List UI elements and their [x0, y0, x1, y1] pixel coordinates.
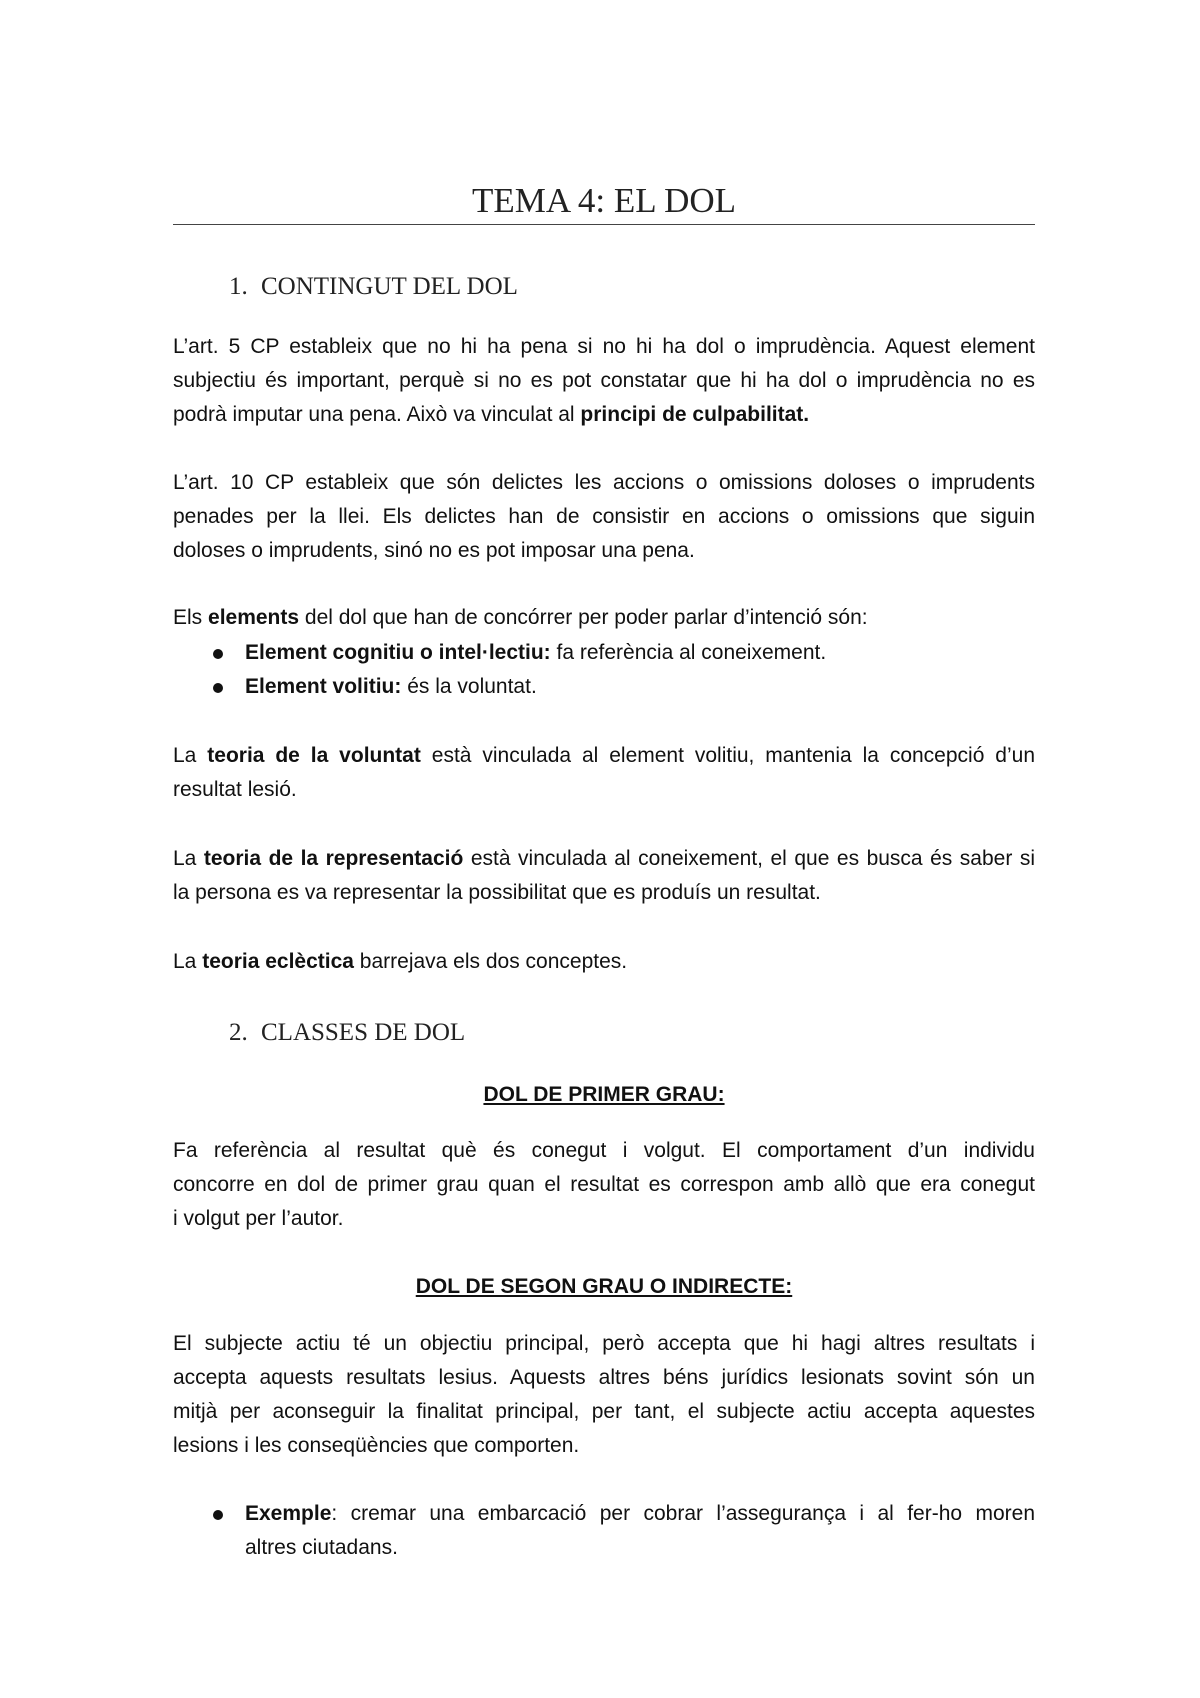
text-run: fa referència al coneixement. [550, 641, 827, 664]
paragraph-line: doloses o imprudents, sinó no es pot imposar una pena. [173, 539, 695, 562]
text-run: està vinculada al coneixement, el que es busca és saber si [463, 847, 1035, 870]
list-item [173, 1497, 1035, 1565]
paragraph-line [245, 1497, 1035, 1531]
paragraph-line: mitjà per aconseguir la finalitat principal, per tant, el subjecte actiu accepta aquestes [173, 1400, 1035, 1423]
text-run: La [173, 847, 204, 870]
section-heading-contingut [229, 270, 518, 304]
paragraph-line: altres ciutadans. [245, 1536, 398, 1559]
example-list [173, 1497, 1035, 1565]
bold-term: teoria de la representació [203, 847, 464, 870]
paragraph-line: resultat lesió. [173, 778, 297, 801]
bullet-icon [213, 683, 223, 693]
bold-term: Element volitiu: [245, 675, 402, 698]
paragraph-elements-intro [173, 601, 1035, 635]
paragraph-teoria-representacio [173, 842, 1035, 910]
paragraph-line: concorre en dol de primer grau quan el resultat es correspon amb allò que era conegut [173, 1173, 1035, 1196]
paragraph-teoria-eclectica [173, 945, 1035, 979]
paragraph-line: L’art. 5 CP estableix que no hi ha pena si no hi ha dol o imprudència. Aquest element [173, 335, 1035, 358]
subheading-segon-grau: DOL DE SEGON GRAU O INDIRECTE: [415, 1275, 793, 1298]
bullet-icon [213, 1510, 223, 1520]
section-number: 2. [229, 1019, 248, 1046]
paragraph-line [173, 739, 1035, 773]
list-item [173, 636, 1035, 670]
text-run: és la voluntat. [401, 675, 537, 698]
paragraph-teoria-voluntat [173, 739, 1035, 807]
paragraph-line [173, 945, 1035, 979]
bold-term: teoria de la voluntat [207, 744, 421, 767]
paragraph-line: accepta aquests resultats lesius. Aquests altres béns jurídics lesionats sovint són un [173, 1366, 1035, 1389]
elements-list [173, 636, 1035, 704]
paragraph-line [173, 842, 1035, 876]
paragraph-line: Fa referència al resultat què és conegut i volgut. El comportament d’un individu [173, 1139, 1035, 1162]
paragraph-line: subjectiu és important, perquè si no es pot constatar que hi ha dol o imprudència no es [173, 369, 1035, 392]
paragraph-art10 [173, 466, 1035, 568]
text-run: barrejava els dos conceptes. [353, 950, 628, 973]
bold-term: Exemple [245, 1502, 332, 1525]
paragraph-segon-grau [173, 1327, 1035, 1463]
bold-term: principi de culpabilitat. [580, 403, 810, 426]
paragraph-line: i volgut per l’autor. [173, 1207, 344, 1230]
title-divider [173, 224, 1035, 225]
paragraph-line: El subjecte actiu té un objectiu principal, però accepta que hi hagi altres resultats i [173, 1332, 1035, 1355]
bold-term: teoria eclèctica [202, 950, 354, 973]
text-run: podrà imputar una pena. Això va vinculat al [173, 403, 581, 426]
paragraph-line: lesions i les conseqüències que comporten. [173, 1434, 580, 1457]
text-run: La [173, 950, 203, 973]
page-title: TEMA 4: EL DOL [471, 181, 737, 220]
section-label: CLASSES DE DOL [261, 1019, 466, 1046]
section-label: CONTINGUT DEL DOL [261, 273, 518, 300]
bold-term: Element cognitiu o intel·lectiu: [245, 641, 551, 664]
section-number: 1. [229, 273, 248, 300]
list-item [173, 670, 1035, 704]
paragraph-line: penades per la llei. Els delictes han de consistir en accions o omissions que siguin [173, 505, 1035, 528]
paragraph-line: L’art. 10 CP estableix que són delictes les accions o omissions doloses o imprudents [173, 471, 1035, 494]
paragraph-art5 [173, 330, 1035, 432]
bullet-icon [213, 649, 223, 659]
subheading-primer-grau: DOL DE PRIMER GRAU: [483, 1083, 725, 1106]
text-run: del dol que han de concórrer per poder parlar d’intenció són: [299, 606, 868, 629]
section-heading-classes [229, 1016, 465, 1050]
text-run: : cremar una embarcació per cobrar l’assegurança i al fer-ho moren [331, 1502, 1035, 1525]
text-run: Els [173, 606, 209, 629]
paragraph-line [173, 601, 1035, 635]
text-run: La [173, 744, 208, 767]
paragraph-line [173, 398, 1035, 432]
bold-term: elements [208, 606, 300, 629]
paragraph-primer-grau [173, 1134, 1035, 1236]
text-run: està vinculada al element volitiu, mantenia la concepció d’un [420, 744, 1035, 767]
paragraph-line: la persona es va representar la possibilitat que es produís un resultat. [173, 881, 821, 904]
